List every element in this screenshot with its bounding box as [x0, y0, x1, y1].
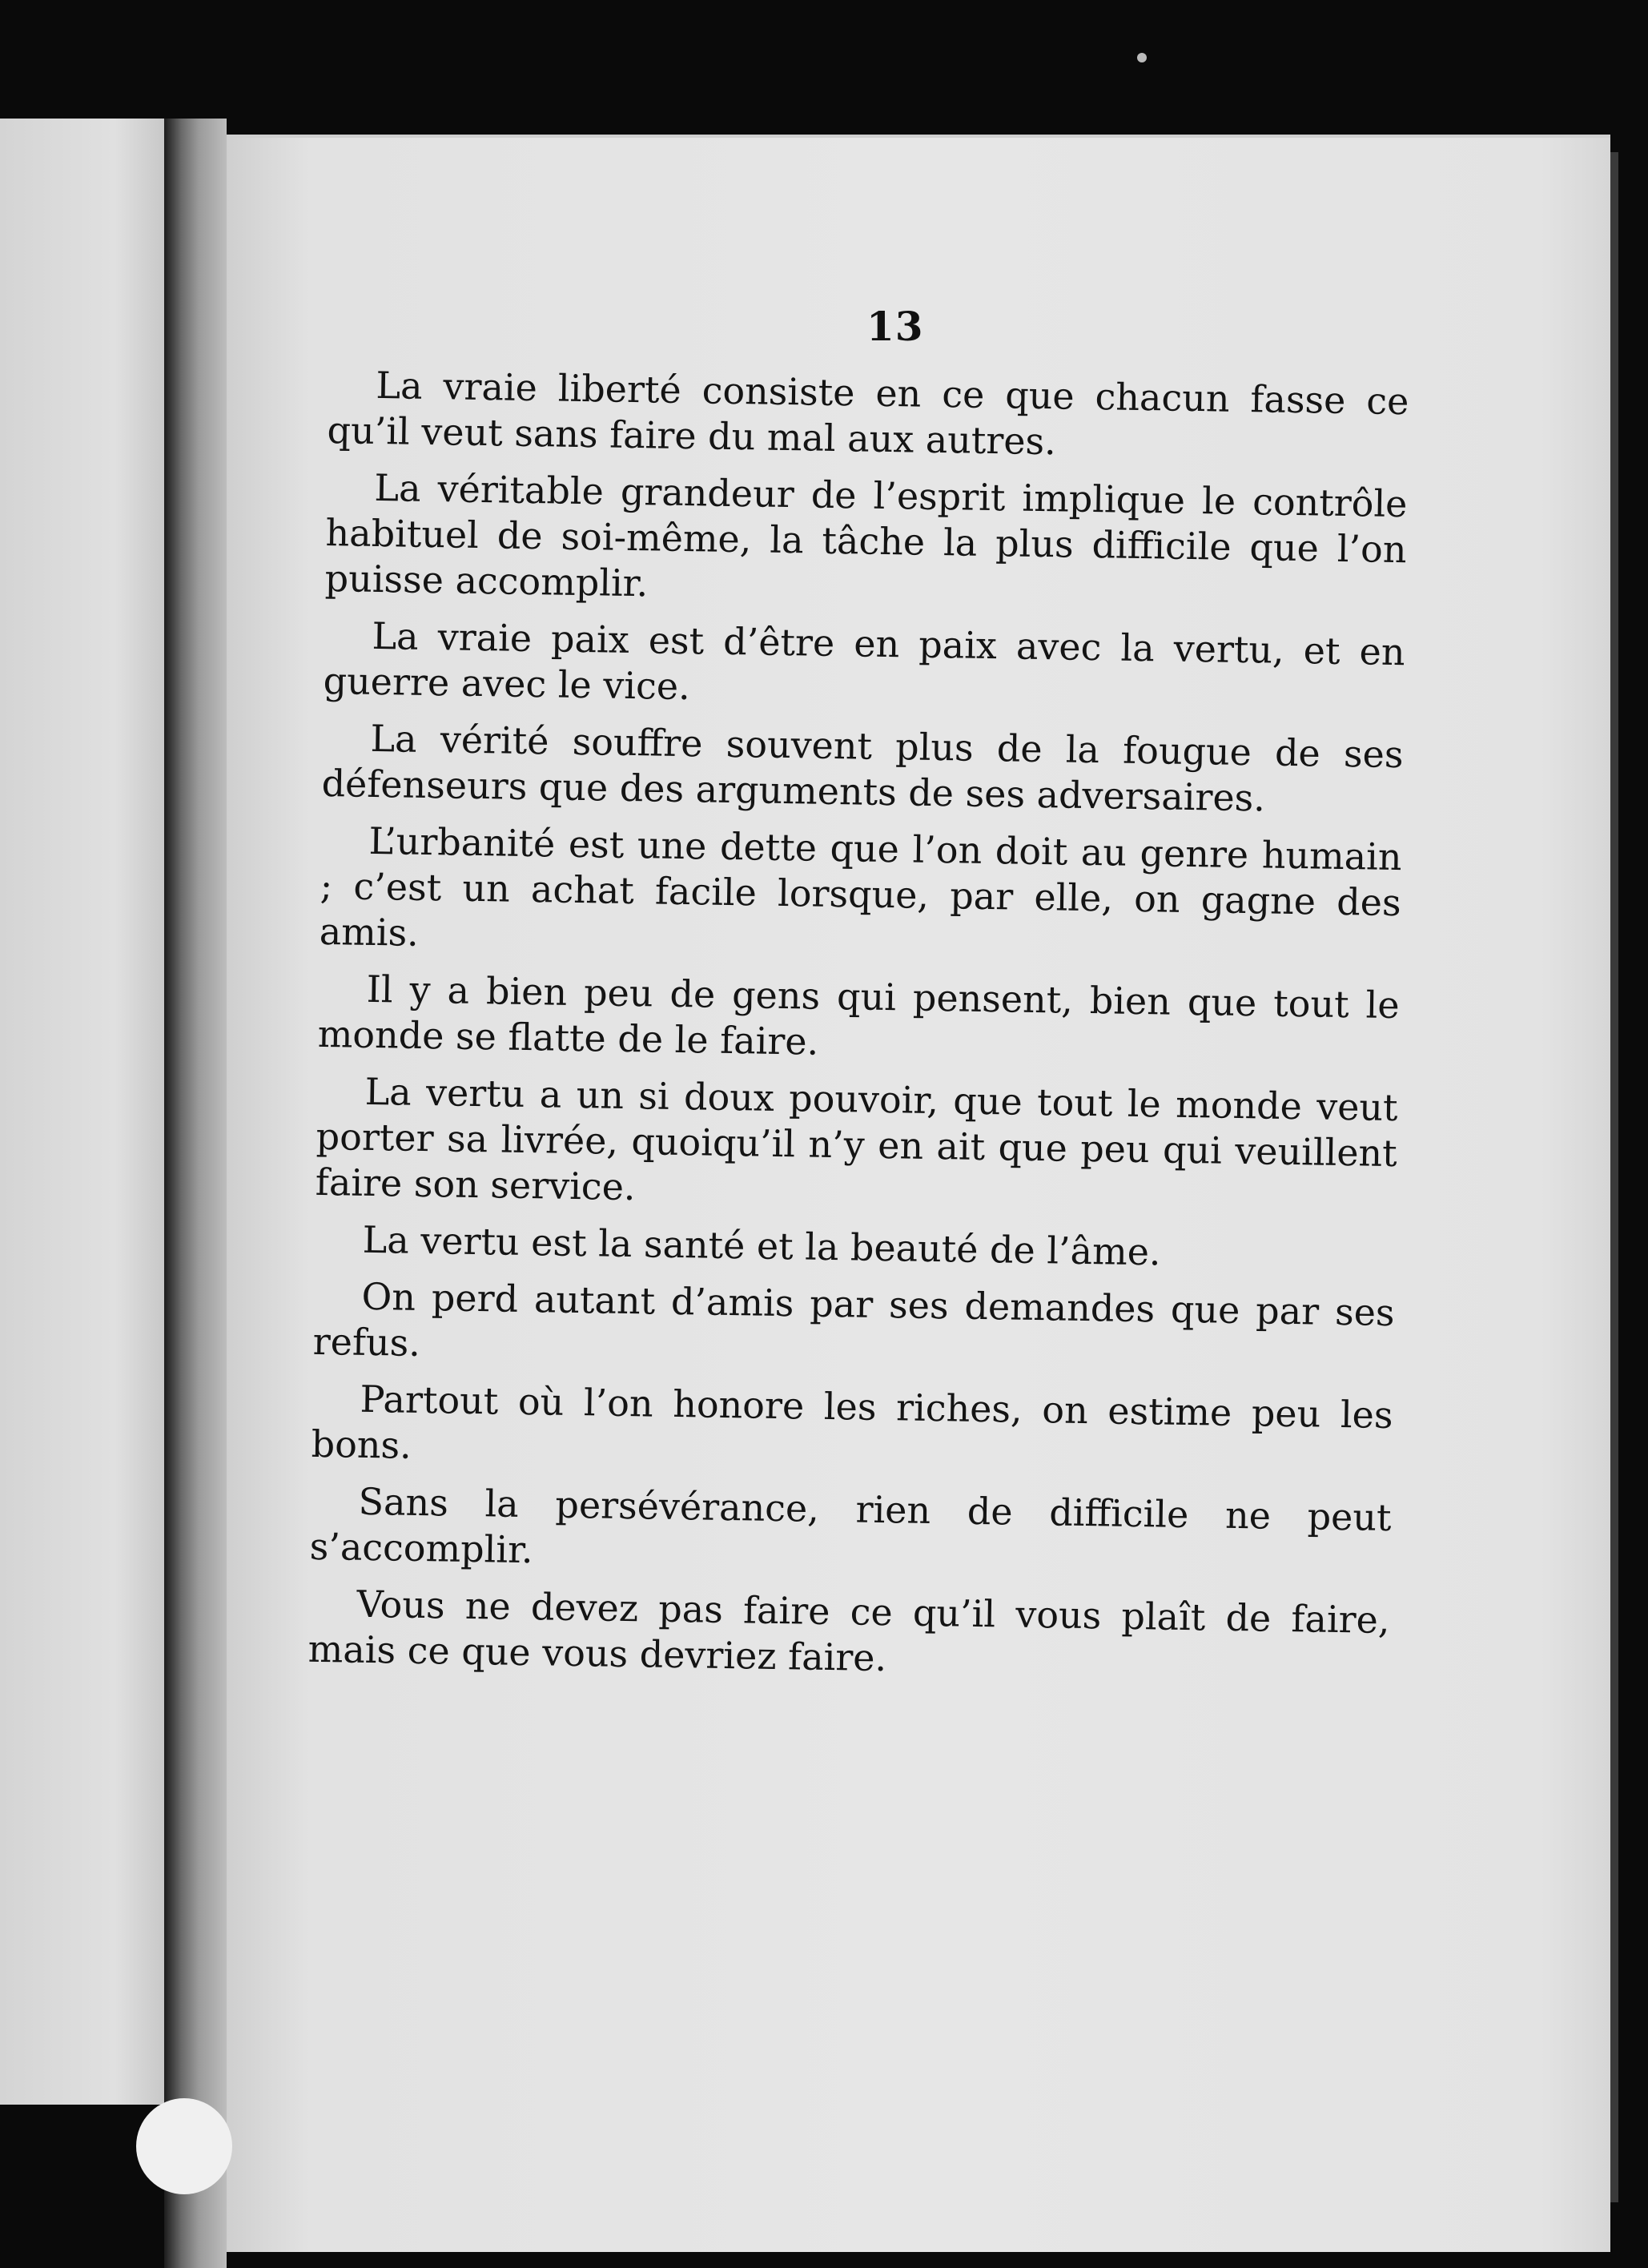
- maxim-paragraph: Il y a bien peu de gens qui pensent, bien que tout le monde se flatte de le faire.: [317, 967, 1400, 1064]
- maxim-paragraph: L’urbanité est une dette que l’on doit au genre humain ; c’est un achat facile lorsque, par elle, on gagne des amis.: [319, 818, 1402, 955]
- maxim-paragraph: La vertu est la santé et la beauté de l’âme.: [362, 1217, 1161, 1274]
- maxim-paragraph: La vraie paix est d’être en paix avec la vertu, et en guerre avec le vice.: [323, 613, 1405, 709]
- maxim-paragraph: La vérité souffre souvent plus de la fougue de ses défenseurs que des arguments de ses adversaires.: [321, 716, 1404, 820]
- maxim-paragraph: La vertu a un si doux pouvoir, que tout le monde veut porter sa livrée, quoiqu’il n’y en ait que peu qui veuillent faire son service.: [315, 1069, 1398, 1209]
- maxim-paragraph: La vraie liberté consiste en ce que chacun fasse ce qu’il veut sans faire du mal aux autres.: [327, 363, 1409, 464]
- maxim-paragraph: Partout où l’on honore les riches, on estime peu les bons.: [311, 1377, 1393, 1467]
- maxim-paragraph: La véritable grandeur de l’esprit implique le contrôle habituel de soi-même, la tâche la plus difficile que l’on puisse accomplir.: [324, 465, 1408, 605]
- scan-speck: [1137, 53, 1147, 62]
- maxim-paragraph: Sans la persévérance, rien de difficile ne peut s’accomplir.: [309, 1479, 1392, 1572]
- maxims-text-block: [307, 362, 1409, 1700]
- left-page-edge: [0, 119, 164, 2105]
- maxim-paragraph: On perd autant d’amis par ses demandes que par ses refus.: [312, 1274, 1395, 1365]
- page-right-edge: [1610, 152, 1618, 2202]
- page-number: 13: [866, 303, 924, 350]
- book-gutter: [164, 119, 227, 2268]
- maxim-paragraph: Vous ne devez pas faire ce qu’il vous plaît de faire, mais ce que vous devriez faire.: [307, 1582, 1390, 1680]
- scan-speck: [136, 2098, 232, 2194]
